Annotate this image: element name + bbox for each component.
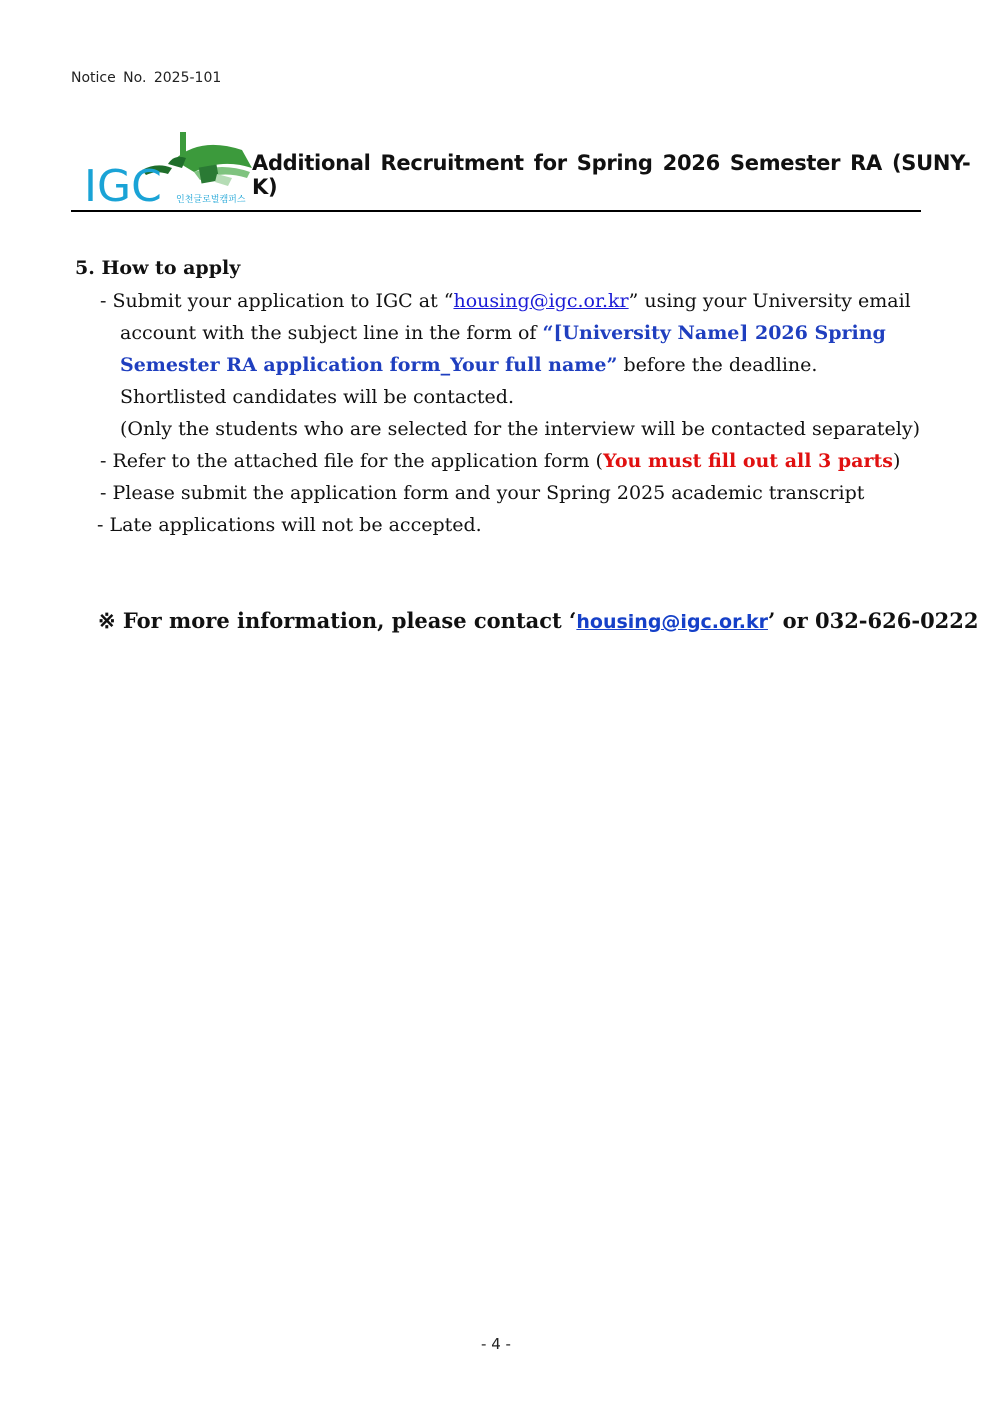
text-segment: - Submit your application to IGC at “ [100, 290, 454, 312]
bullet-submit-line2 [120, 321, 886, 345]
bullet-late-applications: - Late applications will not be accepted. [97, 514, 482, 536]
contact-email-link[interactable]: housing@igc.or.kr [576, 611, 768, 633]
bullet-submit-line3 [120, 353, 817, 377]
bullet-submit-transcript: - Please submit the application form and your Spring 2025 academic transcript [100, 482, 865, 504]
subject-format-part1: “[University Name] 2026 Spring [542, 322, 886, 344]
igc-logo [82, 128, 257, 208]
fill-all-parts-warning: You must fill out all 3 parts [602, 450, 893, 472]
text-segment: ” using your University email [628, 290, 911, 312]
text-segment: account with the subject line in the form of [120, 322, 543, 344]
header-divider [71, 210, 921, 212]
text-segment: - Refer to the attached file for the application form ( [100, 450, 603, 472]
document-title: Additional Recruitment for Spring 2026 Semester RA (SUNY-K) [252, 151, 971, 199]
subject-format-part2: Semester RA application form_Your full name” [120, 354, 618, 376]
text-segment: ※ For more information, please contact ‘ [98, 608, 577, 633]
text-segment: ) [892, 450, 901, 472]
housing-email-link[interactable]: housing@igc.or.kr [453, 290, 629, 312]
bullet-submit-line1 [100, 289, 911, 313]
text-segment: ’ or 032-626-0222 [767, 608, 979, 633]
section-heading: 5. How to apply [75, 257, 241, 279]
shortlist-note: Shortlisted candidates will be contacted. [120, 386, 514, 408]
interview-note: (Only the students who are selected for the interview will be contacted separately) [120, 418, 920, 440]
notice-number: Notice No. 2025-101 [71, 70, 222, 86]
text-segment: before the deadline. [617, 354, 818, 376]
logo-subtext: 인천글로벌캠퍼스 [176, 195, 246, 205]
logo-text: IGC [84, 161, 162, 208]
contact-info [98, 608, 979, 633]
bullet-application-form [100, 449, 900, 473]
page-number: - 4 - [481, 1335, 511, 1353]
